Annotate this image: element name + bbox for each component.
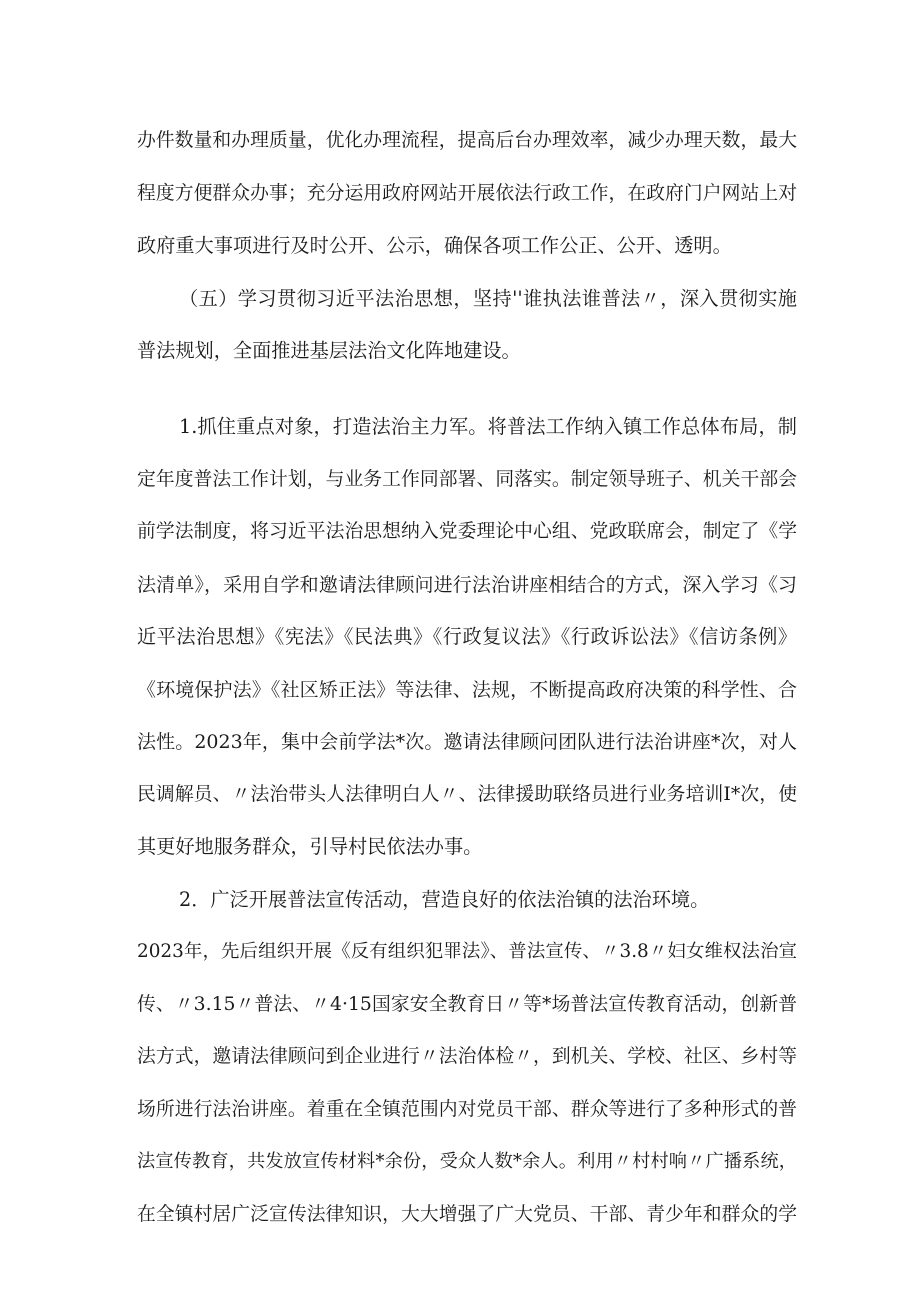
text-line-13-content: 民调解员、〃法治带头人法律明白人〃、法律援助联络员进行业务培训I*次，使 — [137, 784, 797, 805]
text-line-3-content: 政府重大事项进行及时公开、公示，确保各项工作公正、公开、透明。 — [137, 234, 732, 257]
text-line-7-content: 定年度普法工作计划，与业务工作同部署、同落实。制定领导班子、机关干部会 — [137, 469, 797, 490]
text-line-10-content: 近平法治思想》《宪法》《民法典》《行政复议法》《行政诉讼法》《信访条例》 — [137, 625, 797, 648]
text-line-12-content: 法性。2023年，集中会前学法*次。邀请法律顾问团队进行法治讲座*次，对人 — [137, 731, 797, 753]
text-line-5 — [137, 336, 537, 366]
text-line-2-content: 程度方便群众办事；充分运用政府网站开展依法行政工作，在政府门户网站上对 — [137, 183, 797, 204]
text-line-7 — [137, 465, 797, 495]
text-line-21 — [137, 1200, 797, 1230]
text-line-15-content: 2．广泛开展普法宣传活动，营造良好的依法治镇的法治环境。 — [179, 888, 710, 911]
text-line-1 — [137, 126, 797, 156]
text-line-13 — [137, 780, 797, 810]
text-line-9 — [137, 570, 797, 600]
text-line-4 — [179, 284, 797, 314]
text-line-16-content: 2023年，先后组织开展《反有组织犯罪法》、普法宣传、〃3.8〃妇女维权法治宣 — [137, 941, 797, 962]
text-line-9-content: 法清单》，采用自学和邀请法律顾问进行法治讲座相结合的方式，深入学习《习 — [137, 574, 797, 596]
text-line-6 — [179, 412, 797, 442]
text-line-4-content: （五）学习贯彻习近平法治思想，坚持''谁执法谁普法〃，深入贯彻实施 — [179, 287, 797, 310]
text-line-17 — [137, 990, 797, 1020]
text-line-5-content: 普法规划，全面推进基层法治文化阵地建设。 — [137, 339, 521, 362]
text-line-19 — [137, 1095, 797, 1125]
text-line-20-content: 法宣传教育，共发放宣传材料*余份，受众人数*余人。利用〃村村响〃广播系统， — [137, 1151, 797, 1172]
text-line-16 — [137, 937, 797, 967]
text-line-10 — [137, 622, 797, 652]
text-line-6-content: 1.抓住重点对象，打造法治主力军。将普法工作纳入镇工作总体布局，制 — [179, 415, 797, 438]
text-line-3 — [137, 231, 737, 261]
text-line-1-content: 办件数量和办理质量，优化办理流程，提高后台办理效率，减少办理天数，最大 — [137, 130, 797, 151]
text-line-19-content: 场所进行法治讲座。着重在全镇范围内对党员干部、群众等进行了多种形式的普 — [137, 1099, 797, 1120]
text-line-8-content: 前学法制度，将习近平法治思想纳入党委理论中心组、党政联席会，制定了《学 — [137, 521, 797, 542]
text-line-11-content: 《环境保护法》《社区矫正法》等法律、法规，不断提高政府决策的科学性、合 — [137, 679, 797, 701]
text-line-12 — [137, 727, 797, 757]
text-line-11 — [137, 675, 797, 705]
text-line-8 — [137, 517, 797, 547]
text-line-14 — [137, 832, 537, 862]
text-line-18-content: 法方式，邀请法律顾问到企业进行〃法治体检〃，到机关、学校、社区、乡村等 — [137, 1046, 797, 1067]
text-line-14-content: 其更好地服务群众，引导村民依法办事。 — [137, 835, 483, 858]
text-line-2 — [137, 179, 797, 209]
text-line-18 — [137, 1042, 797, 1072]
text-line-17-content: 传、〃3.15〃普法、〃4·15国家安全教育日〃等*场普法宣传教育活动，创新普 — [137, 994, 797, 1015]
text-line-15 — [179, 885, 719, 915]
text-line-20 — [137, 1147, 797, 1177]
text-line-21-content: 在全镇村居广泛宣传法律知识，大大增强了广大党员、干部、青少年和群众的学 — [137, 1204, 797, 1225]
